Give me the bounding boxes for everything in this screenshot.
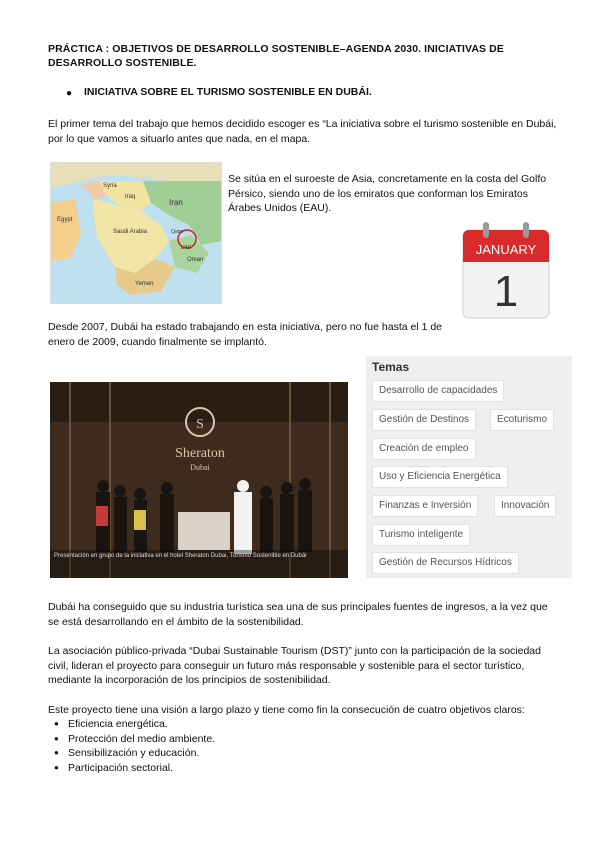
middle-east-map — [50, 162, 222, 304]
calendar-icon — [461, 220, 551, 320]
vision-paragraph: Este proyecto tiene una visión a largo plazo y tiene como fin la consecución de cuatro objetivos claros: — [48, 704, 525, 716]
svg-text:S: S — [196, 417, 204, 432]
map-label-saudi-arabia: Saudi Arabia — [113, 229, 148, 235]
tag-eficiencia-energetica[interactable]: Uso y Eficiencia Energética — [372, 466, 508, 488]
tag-turismo-inteligente[interactable]: Turismo inteligente — [372, 524, 470, 546]
map-label-qatar: Qatar — [171, 229, 184, 235]
tag-gestion-destinos[interactable]: Gestión de Destinos — [372, 409, 476, 431]
tag-creacion-empleo[interactable]: Creación de empleo — [372, 438, 476, 460]
intro-paragraph: El primer tema del trabajo que hemos decidido escoger es “La iniciativa sobre el turismo sostenible en Dubái, por lo que vamos a situarlo antes que nada, en el mapa. — [48, 118, 557, 145]
tag-innovacion[interactable]: Innovación — [494, 495, 556, 517]
bullet-icon: ● — [66, 88, 73, 99]
photo-sign-sub: Dubai — [190, 463, 210, 472]
calendar-month: JANUARY — [475, 242, 537, 257]
tag-recursos-hidricos[interactable]: Gestión de Recursos Hídricos — [372, 552, 519, 574]
calendar-day: 1 — [493, 267, 519, 316]
temas-panel — [366, 356, 572, 578]
income-paragraph: Dubái ha conseguido que su industria turística sea una de sus principales fuentes de ingresos, a la vez que se está desarrollando en el ámbito de la sostenibilidad. — [48, 601, 548, 628]
map-label-uae: UAE — [181, 245, 192, 251]
location-paragraph: Se sitúa en el suroeste de Asia, concretamente en la costa del Golfo Pérsico, siendo uno de los emiratos que conforman los Emiratos Árabes Unidos (EAU). — [228, 173, 547, 214]
event-photo — [50, 382, 348, 578]
since-paragraph: Desde 2007, Dubái ha estado trabajando en esta iniciativa, pero no fue hasta el 1 de enero de 2009, cuando finalmente se implantó. — [48, 321, 443, 348]
map-label-syria: Syria — [103, 183, 117, 189]
list-item: ● Eficiencia energética. — [48, 717, 448, 732]
map-label-egypt: Egypt — [57, 217, 73, 223]
tag-desarrollo-capacidades[interactable]: Desarrollo de capacidades — [372, 380, 504, 402]
temas-title: Temas — [372, 360, 410, 374]
map-label-oman: Oman — [187, 257, 204, 263]
map-label-iran: Iran — [169, 198, 183, 207]
document-title: PRÁCTICA : OBJETIVOS DE DESARROLLO SOSTENIBLE–AGENDA 2030. INICIATIVAS DE DESARROLLO SOSTENIBLE. — [48, 43, 504, 69]
initiative-heading: INICIATIVA SOBRE EL TURISMO SOSTENIBLE EN DUBÁI. — [84, 86, 372, 98]
association-paragraph: La asociación público-privada “Dubai Sustainable Tourism (DST)” junto con la participación de la sociedad civil, lideran el proyecto para conseguir un futuro más responsable y sostenible para el sector turístico, mediante la incorporación de los principios de sostenibilidad. — [48, 645, 541, 686]
photo-sign-text: Sheraton — [175, 446, 225, 461]
photo-caption: Presentación en grupo de la iniciativa en el hotel Sheraton Dubai, Turismo Sostenible en Dubái — [54, 553, 307, 559]
tag-finanzas-inversion[interactable]: Finanzas e Inversión — [372, 495, 478, 517]
list-item: ● Sensibilización y educación. — [48, 746, 448, 761]
tag-ecoturismo[interactable]: Ecoturismo — [490, 409, 554, 431]
map-label-yemen: Yemen — [135, 281, 154, 287]
map-graphic — [51, 163, 221, 303]
list-item: ● Participación sectorial. — [48, 761, 448, 776]
map-label-iraq: Iraq — [125, 194, 136, 200]
list-item: ● Protección del medio ambiente. — [48, 732, 448, 747]
goals-list — [48, 717, 448, 775]
